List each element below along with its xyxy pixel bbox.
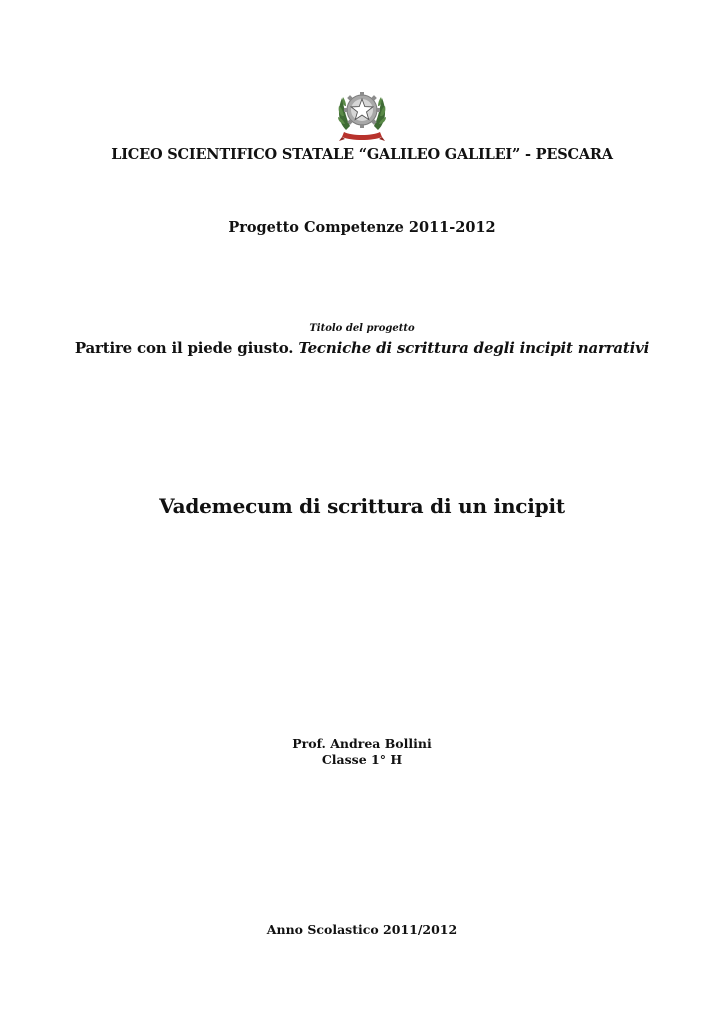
author-name: Prof. Andrea Bollini [292, 736, 432, 751]
class-name: Classe 1° H [321, 752, 403, 767]
school-year: Anno Scolastico 2011/2012 [266, 922, 458, 937]
school-name: LICEO SCIENTIFICO STATALE “GALILEO GALILEI” - PESCARA [111, 146, 613, 163]
project-title [0, 339, 724, 357]
emblem-of-italy-icon [336, 86, 388, 142]
project-title-main: Partire con il piede giusto. [74, 339, 294, 357]
project-title-caption: Titolo del progetto [309, 323, 415, 334]
document-title: Vademecum di scrittura di un incipit [159, 494, 565, 518]
project-title-subtitle: Tecniche di scrittura degli incipit narrativi [298, 339, 650, 357]
project-name: Progetto Competenze 2011-2012 [228, 219, 496, 236]
